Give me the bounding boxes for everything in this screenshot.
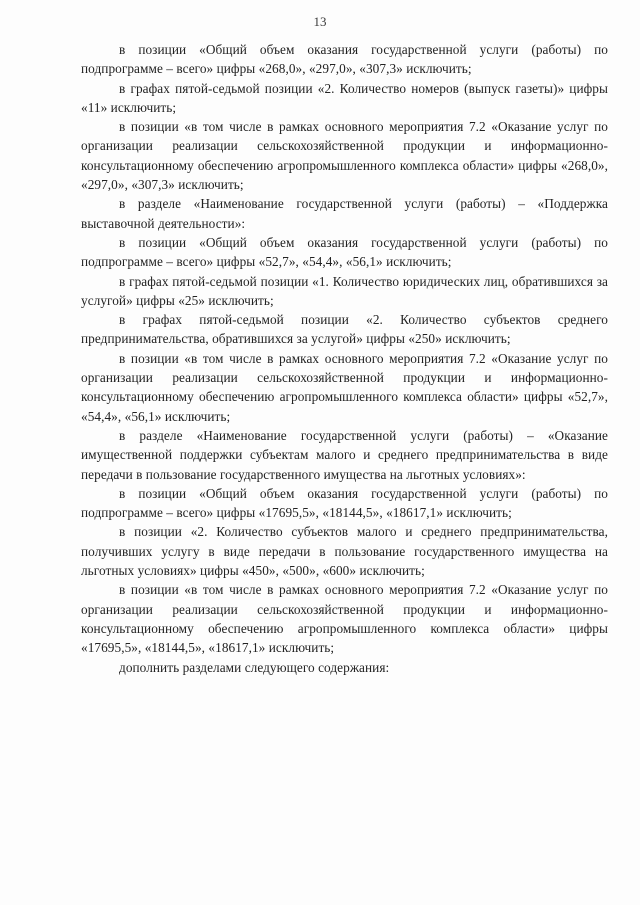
paragraph: в позиции «2. Количество субъектов малого и среднего предпринимательства, получивших услугу в виде передачи в пользование государственного имущества на льготных условиях» цифры «450», «500», «600» исключить; bbox=[81, 524, 608, 579]
page-number: 13 bbox=[313, 14, 327, 29]
paragraph: в позиции «Общий объем оказания государственной услуги (работы) по подпрограмме – всего» цифры «17695,5», «18144,5», «18617,1» исключить; bbox=[81, 485, 608, 521]
paragraph: в позиции «в том числе в рамках основного мероприятия 7.2 «Оказание услуг по организации реализации сельскохозяйственной продукции и информационно-консультационному обеспечению агропромышленного комплекса области» цифры «17695,5», «18144,5», «18617,1» исключить; bbox=[81, 582, 608, 656]
paragraph: в позиции «Общий объем оказания государственной услуги (работы) по подпрограмме – всего» цифры «268,0», «297,0», «307,3» исключить; bbox=[81, 42, 608, 77]
paragraph: в графах пятой-седьмой позиции «2. Количество субъектов среднего предпринимательства, обратившихся за услугой» цифры «250» исключить; bbox=[81, 312, 608, 347]
paragraph: в позиции «в том числе в рамках основного мероприятия 7.2 «Оказание услуг по организации реализации сельскохозяйственной продукции и информационно-консультационному обеспечению агропромышленного комплекса области» цифры «268,0», «297,0», «307,3» исключить; bbox=[81, 119, 608, 193]
paragraph: дополнить разделами следующего содержания: bbox=[119, 659, 390, 675]
paragraph: в позиции «Общий объем оказания государственной услуги (работы) по подпрограмме – всего» цифры «52,7», «54,4», «56,1» исключить; bbox=[81, 234, 608, 270]
paragraph: в разделе «Наименование государственной услуги (работы) – «Оказание имущественной поддержки субъектам малого и среднего предпринимательства в виде передачи в пользование государственного имущества на льготных условиях»: bbox=[81, 427, 608, 482]
paragraph: в графах пятой-седьмой позиции «2. Количество номеров (выпуск газеты)» цифры «11» исключить; bbox=[81, 80, 608, 115]
paragraph: в графах пятой-седьмой позиции «1. Количество юридических лиц, обратившихся за услугой» цифры «25» исключить; bbox=[81, 273, 608, 308]
paragraph: в позиции «в том числе в рамках основного мероприятия 7.2 «Оказание услуг по организации реализации сельскохозяйственной продукции и информационно-консультационному обеспечению агропромышленного комплекса области» цифры «52,7», «54,4», «56,1» исключить; bbox=[81, 350, 608, 424]
document-body bbox=[81, 40, 608, 677]
paragraph: в разделе «Наименование государственной услуги (работы) – «Поддержка выставочной деятельности»: bbox=[81, 196, 608, 231]
